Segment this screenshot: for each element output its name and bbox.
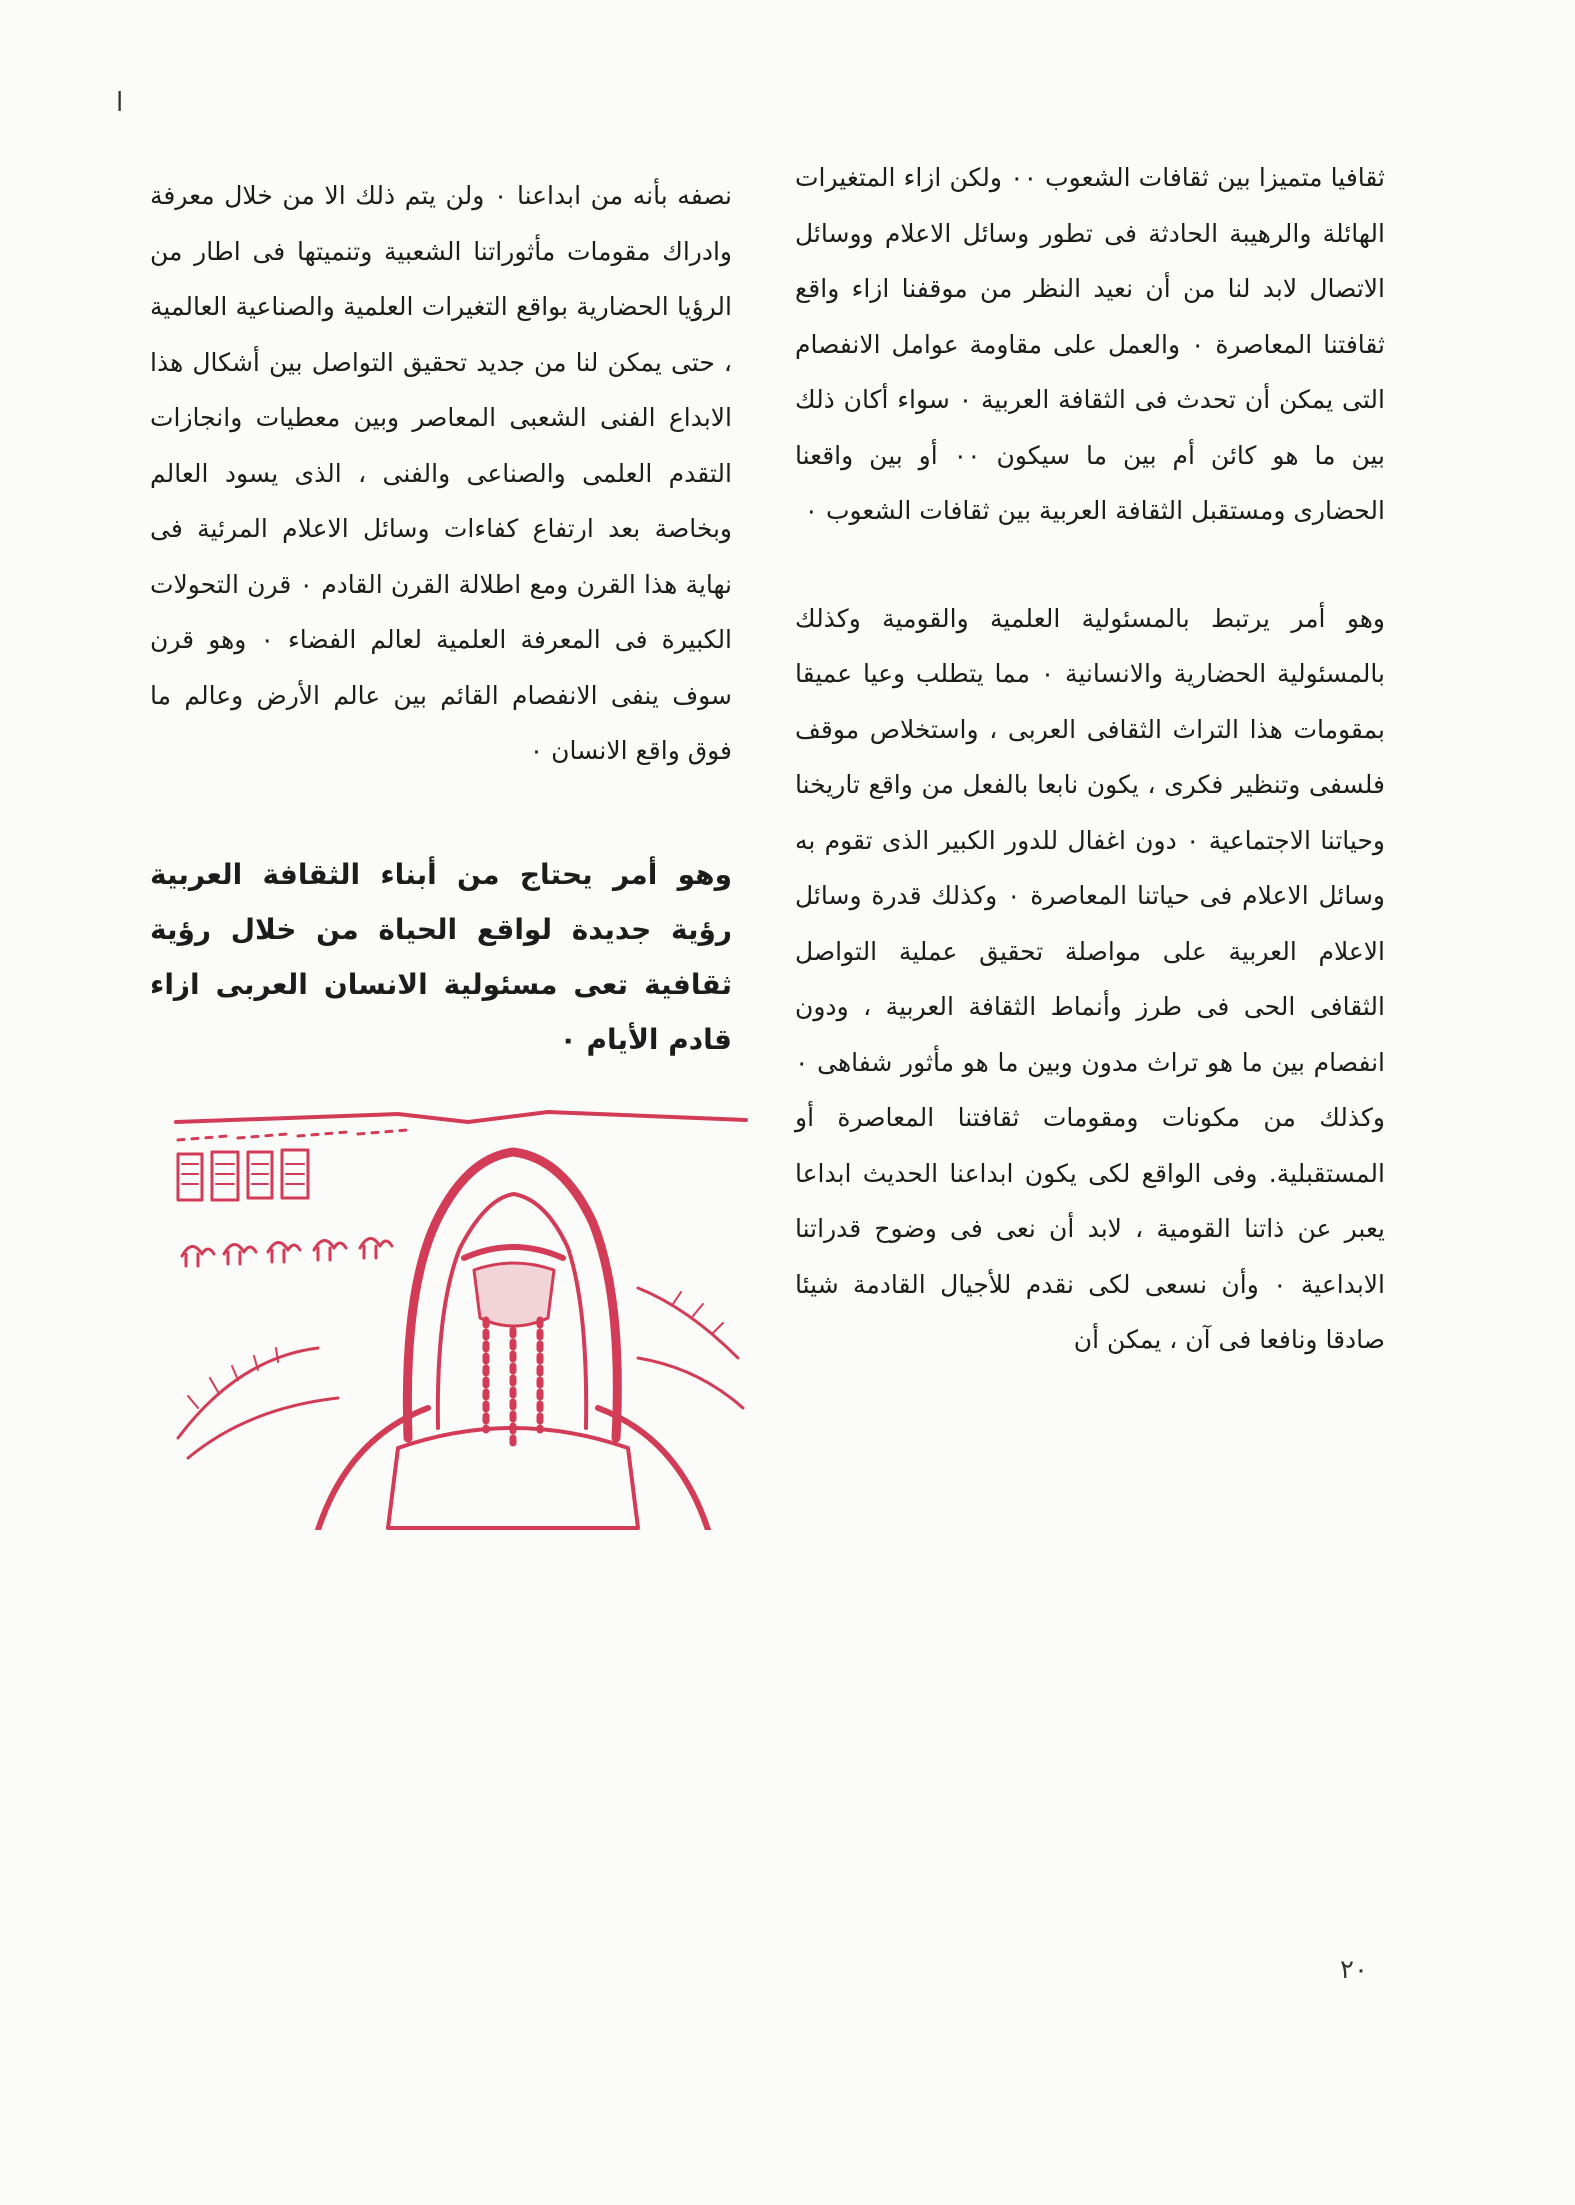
textile-stripes (182, 1164, 304, 1184)
top-border-dashes (178, 1130, 408, 1140)
bedouin-woman-illustration (168, 1108, 751, 1530)
eye-slit (464, 1247, 563, 1258)
paragraph-creativity: نصفه بأنه من ابداعنا ٠ ولن يتم ذلك الا من خلال معرفة وادراك مقومات مأثوراتنا الشعبية وتنميتها فى اطار من الرؤيا الحضارية بواقع التغيرات العلمية والصناعية العالمية ، حتى يمكن لنا من جديد تحقيق التواصل بين أشكال هذا الابداع الفنى الشعبى المعاصر وبين معطيات وانجازات التقدم العلمى والصناعى والفنى ، الذى يسود العالم وبخاصة بعد ارتفاع كفاءات وسائل الاعلام المرئية فى نهاية هذا القرن ومع اطلالة القرن القادم ٠ قرن التحولات الكبيرة فى المعرفة العلمية لعالم الفضاء ٠ وهو قرن سوف ينفى الانفصام القائم بين عالم الأرض وعالم ما فوق واقع الانسان ٠ (150, 181, 733, 765)
top-border-band (176, 1112, 746, 1122)
emphasized-paragraph: وهو أمر يحتاج من أبناء الثقافة العربية رؤية جديدة لواقع الحياة من خلال رؤية ثقافية تعى مسئولية الانسان العربى ازاء قادم الأيام ٠ (150, 857, 732, 1056)
paragraph-cultural-identity: ثقافيا متميزا بين ثقافات الشعوب ٠٠ ولكن ازاء المتغيرات الهائلة والرهيبة الحادثة فى تطور وسائل الاعلام ووسائل الاتصال لابد لنا من أن نعيد النظر من موقفنا ازاء واقع ثقافتنا المعاصرة ٠ والعمل على مقاومة عوامل الانفصام التى يمكن أن تحدث فى الثقافة العربية ٠ سواء أكان ذلك بين ما هو كائن أم بين ما سيكون ٠٠ أو بين واقعنا الحضارى ومستقبل الثقافة العربية بين ثقافات الشعوب ٠ (795, 163, 1385, 525)
text-column-right (795, 150, 1385, 1368)
paragraph-responsibility: وهو أمر يرتبط بالمسئولية العلمية والقومية وكذلك بالمسئولية الحضارية والانسانية ٠ مما يتطلب وعيا عميقا بمقومات هذا التراث الثقافى العربى ، واستخلاص موقف فلسفى وتنظير فكرى ، يكون نابعا بالفعل من واقع تاريخنا وحياتنا الاجتماعية ٠ دون اغفال للدور الكبير الذى تقوم به وسائل الاعلام فى حياتنا المعاصرة ٠ وكذلك قدرة وسائل الاعلام العربية على مواصلة تحقيق عملية التواصل الثقافى الحى فى طرز وأنماط الثقافة العربية ، ودون انفصام بين ما هو تراث مدون وبين ما هو مأثور شفاهى ٠ وكذلك من مكونات ومقومات ثقافتنا المعاصرة أو المستقبلية. وفى الواقع لكى يكون ابداعنا الحديث ابداعا يعبر عن ذاتنا القومية ، لابد أن نعى فى وضوح قدراتنا الابداعية ٠ وأن نسعى لكى نقدم للأجيال القادمة شيئا صادقا ونافعا فى آن ، يمكن أن (795, 603, 1385, 1354)
camel-caravan (182, 1238, 392, 1266)
textile-panel (178, 1154, 202, 1200)
textile-panel (212, 1152, 238, 1200)
corner-mark: ا (116, 88, 124, 118)
page-number: ٢٠ (1340, 1955, 1368, 1985)
text-column-left (150, 168, 732, 1067)
